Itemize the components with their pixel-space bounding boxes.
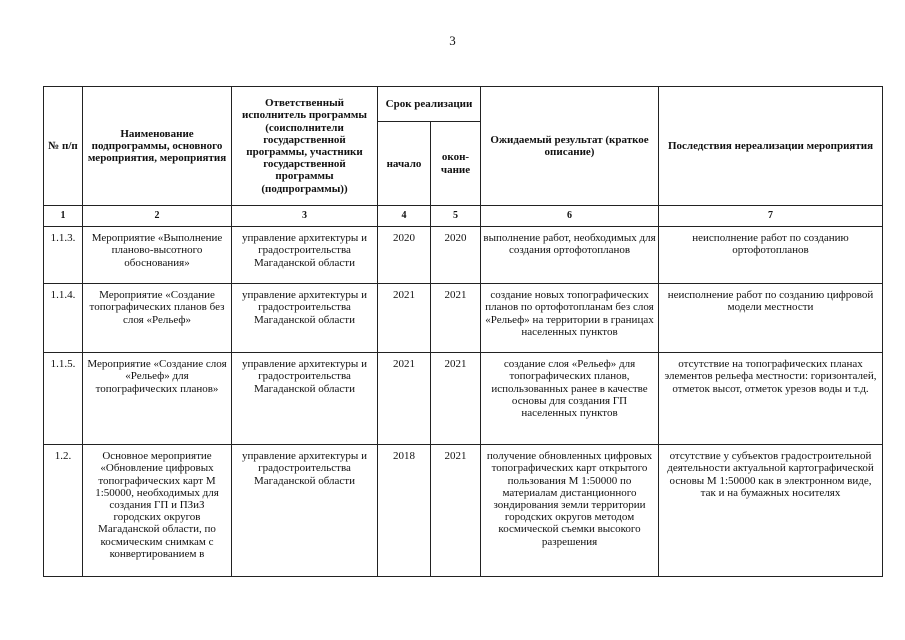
end-year: 2021 — [431, 284, 481, 353]
start-year: 2020 — [378, 227, 431, 284]
row-number: 1.1.4. — [44, 284, 83, 353]
header-row — [44, 87, 883, 122]
header-executor: Ответственный исполнитель программы (соисполнители государственной программы, участники государственной программы (подпрограммы)) — [232, 87, 378, 206]
table-row — [44, 353, 883, 445]
consequences: отсутствие на топографических планах элементов рельефа местности: горизонталей, отметок высот, отметок урезов воды и т.д. — [659, 353, 883, 445]
start-year: 2018 — [378, 445, 431, 577]
start-year: 2021 — [378, 284, 431, 353]
header-end: окон-чание — [431, 122, 481, 206]
end-year: 2021 — [431, 445, 481, 577]
header-start: начало — [378, 122, 431, 206]
end-year: 2021 — [431, 353, 481, 445]
column-number: 5 — [431, 206, 481, 227]
row-number: 1.2. — [44, 445, 83, 577]
expected-result: создание слоя «Рельеф» для топографических планов, использованных ранее в качестве основы для создания ГП населенных пунктов — [481, 353, 659, 445]
executor: управление архитектуры и градостроительства Магаданской области — [232, 227, 378, 284]
executor: управление архитектуры и градостроительства Магаданской области — [232, 284, 378, 353]
executor: управление архитектуры и градостроительства Магаданской области — [232, 445, 378, 577]
consequences: неисполнение работ по созданию ортофотопланов — [659, 227, 883, 284]
row-number: 1.1.5. — [44, 353, 83, 445]
column-number: 6 — [481, 206, 659, 227]
measure-name: Мероприятие «Создание топографических планов без слоя «Рельеф» — [83, 284, 232, 353]
expected-result: выполнение работ, необходимых для создания ортофотопланов — [481, 227, 659, 284]
column-number: 1 — [44, 206, 83, 227]
table-row — [44, 227, 883, 284]
program-measures-table — [43, 86, 883, 577]
executor: управление архитектуры и градостроительства Магаданской области — [232, 353, 378, 445]
measure-name: Мероприятие «Создание слоя «Рельеф» для топографических планов» — [83, 353, 232, 445]
header-result: Ожидаемый результат (краткое описание) — [481, 87, 659, 206]
row-number: 1.1.3. — [44, 227, 83, 284]
measure-name: Основное мероприятие «Обновление цифровых топографических карт М 1:50000, необходимых для создания ГП и ПЗиЗ городских округов Магаданской области, по космическим снимкам с конвертированием в — [83, 445, 232, 577]
column-number-row — [44, 206, 883, 227]
table-row — [44, 445, 883, 577]
column-number: 7 — [659, 206, 883, 227]
header-term: Срок реализации — [378, 87, 481, 122]
expected-result: создание новых топографических планов по ортофотопланам без слоя «Рельеф» на территории в границах населенных пунктов — [481, 284, 659, 353]
column-number: 2 — [83, 206, 232, 227]
column-number: 4 — [378, 206, 431, 227]
header-name: Наименование подпрограммы, основного мероприятия, мероприятия — [83, 87, 232, 206]
start-year: 2021 — [378, 353, 431, 445]
expected-result: получение обновленных цифровых топографических карт открытого пользования М 1:50000 по материалам дистанционного зондирования земли территории городских округов методом космической съемки высокого разрешения — [481, 445, 659, 577]
measure-name: Мероприятие «Выполнение планово-высотного обоснования» — [83, 227, 232, 284]
table-row — [44, 284, 883, 353]
header-num: № п/п — [44, 87, 83, 206]
consequences: отсутствие у субъектов градостроительной деятельности актуальной картографической основы М 1:50000 как в электронном виде, так и на бумажных носителях — [659, 445, 883, 577]
column-number: 3 — [232, 206, 378, 227]
page-number: 3 — [449, 33, 456, 48]
header-consequences: Последствия нереализации мероприятия — [659, 87, 883, 206]
consequences: неисполнение работ по созданию цифровой модели местности — [659, 284, 883, 353]
end-year: 2020 — [431, 227, 481, 284]
